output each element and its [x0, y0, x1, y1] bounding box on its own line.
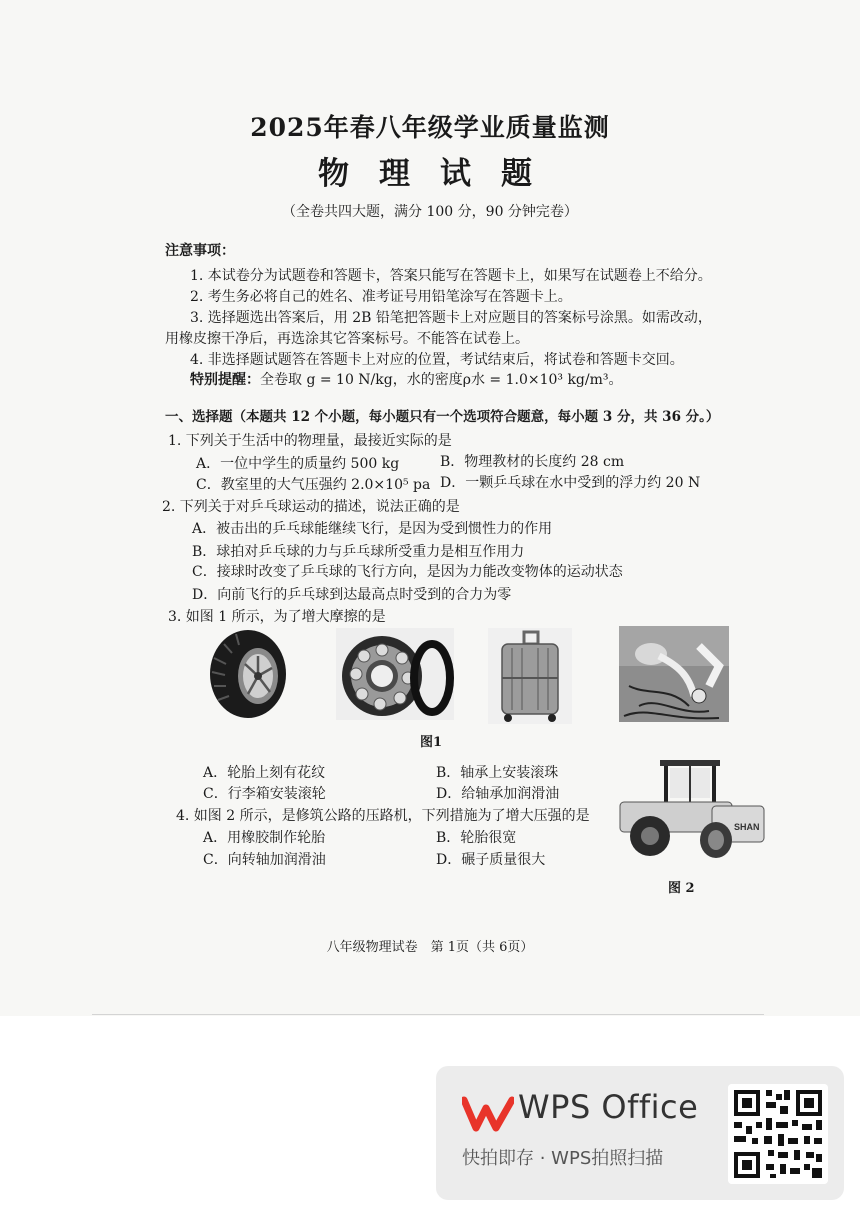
page-divider — [92, 1014, 764, 1015]
notice-item-3: 3. 选择题选出答案后，用 2B 铅笔把答题卡上对应题目的答案标号涂黑。如需改动， — [190, 310, 712, 326]
lubrication-image — [619, 626, 729, 722]
notice-item-1: 1. 本试卷分为试题卷和答题卡，答案只能写在答题卡上，如果写在试题卷上不给分。 — [190, 268, 712, 284]
notice-item-2: 2. 考生务必将自己的姓名、准考证号用铅笔涂写在答题卡上。 — [190, 289, 572, 305]
notice-item-4: 4. 非选择题试题答在答题卡上对应的位置，考试结束后，将试卷和答题卡交回。 — [190, 352, 684, 368]
q4-option-a: A．用橡胶制作轮胎 — [203, 830, 326, 846]
roller-brand-text: SHAN — [734, 822, 760, 832]
bearing-image — [336, 628, 454, 720]
qr-code-icon — [728, 1084, 828, 1184]
q2-option-c: C．接球时改变了乒乓球的飞行方向，是因为力能改变物体的运动状态 — [192, 564, 623, 580]
q3-option-b: B．轴承上安装滚珠 — [436, 765, 559, 781]
tire-image — [206, 628, 290, 720]
q2-option-d: D．向前飞行的乒乓球到达最高点时受到的合力为零 — [192, 587, 512, 603]
q3-option-a: A．轮胎上刻有花纹 — [203, 765, 326, 781]
q1-option-d: D．一颗乒乓球在水中受到的浮力约 20 N — [440, 475, 701, 491]
q1-option-b: B．物理教材的长度约 28 cm — [440, 454, 625, 470]
q2-option-b: B．球拍对乒乓球的力与乒乓球所受重力是相互作用力 — [192, 544, 525, 560]
wps-brand: WPS Office — [518, 1088, 699, 1126]
notice-reminder-label: 特别提醒： — [190, 372, 260, 388]
page-footer: 八年级物理试卷 第 1页（共 6页） — [326, 940, 534, 955]
q3-stem: 3. 如图 1 所示，为了增大摩擦的是 — [168, 609, 386, 625]
notice-reminder-text: 全卷取 g = 10 N/kg，水的密度ρ水 = 1.0×10³ kg/m³。 — [260, 372, 623, 388]
figure-1-caption: 图1 — [420, 735, 443, 750]
exam-title: 2025年春八年级学业质量监测 — [250, 113, 610, 142]
notice-reminder — [190, 369, 623, 389]
q1-option-c: C．教室里的大气压强约 2.0×10⁵ pa — [196, 477, 431, 493]
q3-option-d: D．给轴承加润滑油 — [436, 786, 560, 802]
wps-logo-icon — [462, 1094, 514, 1134]
exam-subject: 物理试题 — [318, 156, 562, 192]
notice-heading: 注意事项： — [165, 243, 235, 259]
q1-option-a: A．一位中学生的质量约 500 kg — [196, 456, 400, 472]
notice-item-3-cont: 用橡皮擦干净后，再选涂其它答案标号。不能答在试卷上。 — [165, 331, 529, 347]
suitcase-image — [488, 628, 572, 724]
q4-option-c: C．向转轴加润滑油 — [203, 852, 326, 868]
q4-option-d: D．碾子质量很大 — [436, 852, 546, 868]
q3-option-c: C．行李箱安装滚轮 — [203, 786, 326, 802]
q4-stem: 4. 如图 2 所示，是修筑公路的压路机，下列措施为了增大压强的是 — [176, 808, 590, 824]
section-heading: 一、选择题（本题共 12 个小题，每小题只有一个选项符合题意，每小题 3 分，共 36 分。） — [165, 409, 720, 425]
road-roller-image — [612, 756, 768, 860]
wps-tagline: 快拍即存 · WPS拍照扫描 — [462, 1148, 664, 1169]
q2-stem: 2. 下列关于对乒乓球运动的描述，说法正确的是 — [162, 499, 460, 515]
exam-subtitle: （全卷共四大题，满分 100 分，90 分钟完卷） — [282, 204, 578, 220]
q4-option-b: B．轮胎很宽 — [436, 830, 517, 846]
q2-option-a: A．被击出的乒乓球能继续飞行，是因为受到惯性力的作用 — [192, 521, 553, 537]
wps-watermark[interactable] — [436, 1066, 844, 1200]
figure-2-caption: 图 2 — [668, 881, 695, 896]
q1-stem: 1. 下列关于生活中的物理量，最接近实际的是 — [168, 433, 452, 449]
